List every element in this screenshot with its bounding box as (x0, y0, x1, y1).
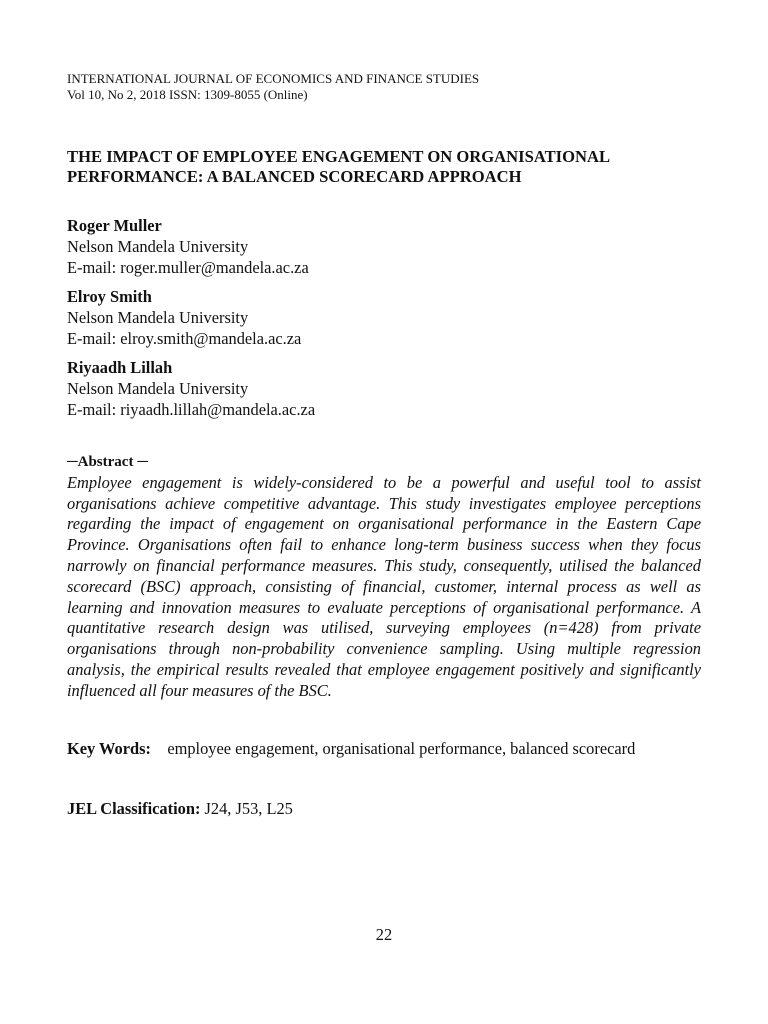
author-block (67, 215, 315, 278)
paper-title-line-1: THE IMPACT OF EMPLOYEE ENGAGEMENT ON ORGANISATIONAL (67, 147, 611, 166)
paper-title-line-2: PERFORMANCE: A BALANCED SCORECARD APPROACH (67, 167, 522, 186)
author-affiliation: Nelson Mandela University (67, 308, 249, 327)
author-name: Riyaadh Lillah (67, 358, 173, 377)
keywords-section (67, 738, 701, 759)
author-affiliation: Nelson Mandela University (67, 379, 249, 398)
page-number: 22 (375, 925, 393, 944)
author-name: Roger Muller (67, 216, 162, 235)
author-affiliation: Nelson Mandela University (67, 237, 249, 256)
keywords-label: Key Words: (67, 739, 151, 758)
author-email: E-mail: elroy.smith@mandela.ac.za (67, 329, 302, 348)
author-email: E-mail: riyaadh.lillah@mandela.ac.za (67, 400, 316, 419)
abstract-text: Employee engagement is widely-considered to be a powerful and useful tool to assist organisations achieve competitive advantage. This study investigates employee perceptions regarding the impact of engagement on organisational performance in the Eastern Cape Province. Organisations often fail to enhance long-term business success when they focus narrowly on financial performance measures. This study, consequently, utilised the balanced scorecard (BSC) approach, consisting of financial, customer, internal process as well as learning and innovation measures to evaluate perceptions of organisational performance. A quantitative research design was utilised, surveying employees (n=428) from private organisations through non-probability convenience sampling. Using multiple regression analysis, the empirical results revealed that employee engagement positively and significantly influenced all four measures of the BSC. (67, 472, 701, 700)
author-block (67, 357, 315, 420)
jel-codes: J24, J53, L25 (204, 799, 293, 818)
keywords-text: employee engagement, organisational performance, balanced scorecard (167, 739, 636, 758)
author-block (67, 286, 315, 349)
journal-issue: Vol 10, No 2, 2018 ISSN: 1309-8055 (Online) (67, 87, 308, 102)
abstract-heading: ─Abstract ─ (67, 454, 148, 470)
abstract-section (67, 452, 701, 702)
author-name: Elroy Smith (67, 287, 152, 306)
author-email: E-mail: roger.muller@mandela.ac.za (67, 258, 309, 277)
jel-label: JEL Classification: (67, 799, 201, 818)
journal-header (67, 71, 479, 103)
journal-name: INTERNATIONAL JOURNAL OF ECONOMICS AND FINANCE STUDIES (67, 71, 480, 86)
jel-section (67, 798, 293, 819)
paper-title (67, 147, 707, 187)
author-list (67, 215, 315, 428)
